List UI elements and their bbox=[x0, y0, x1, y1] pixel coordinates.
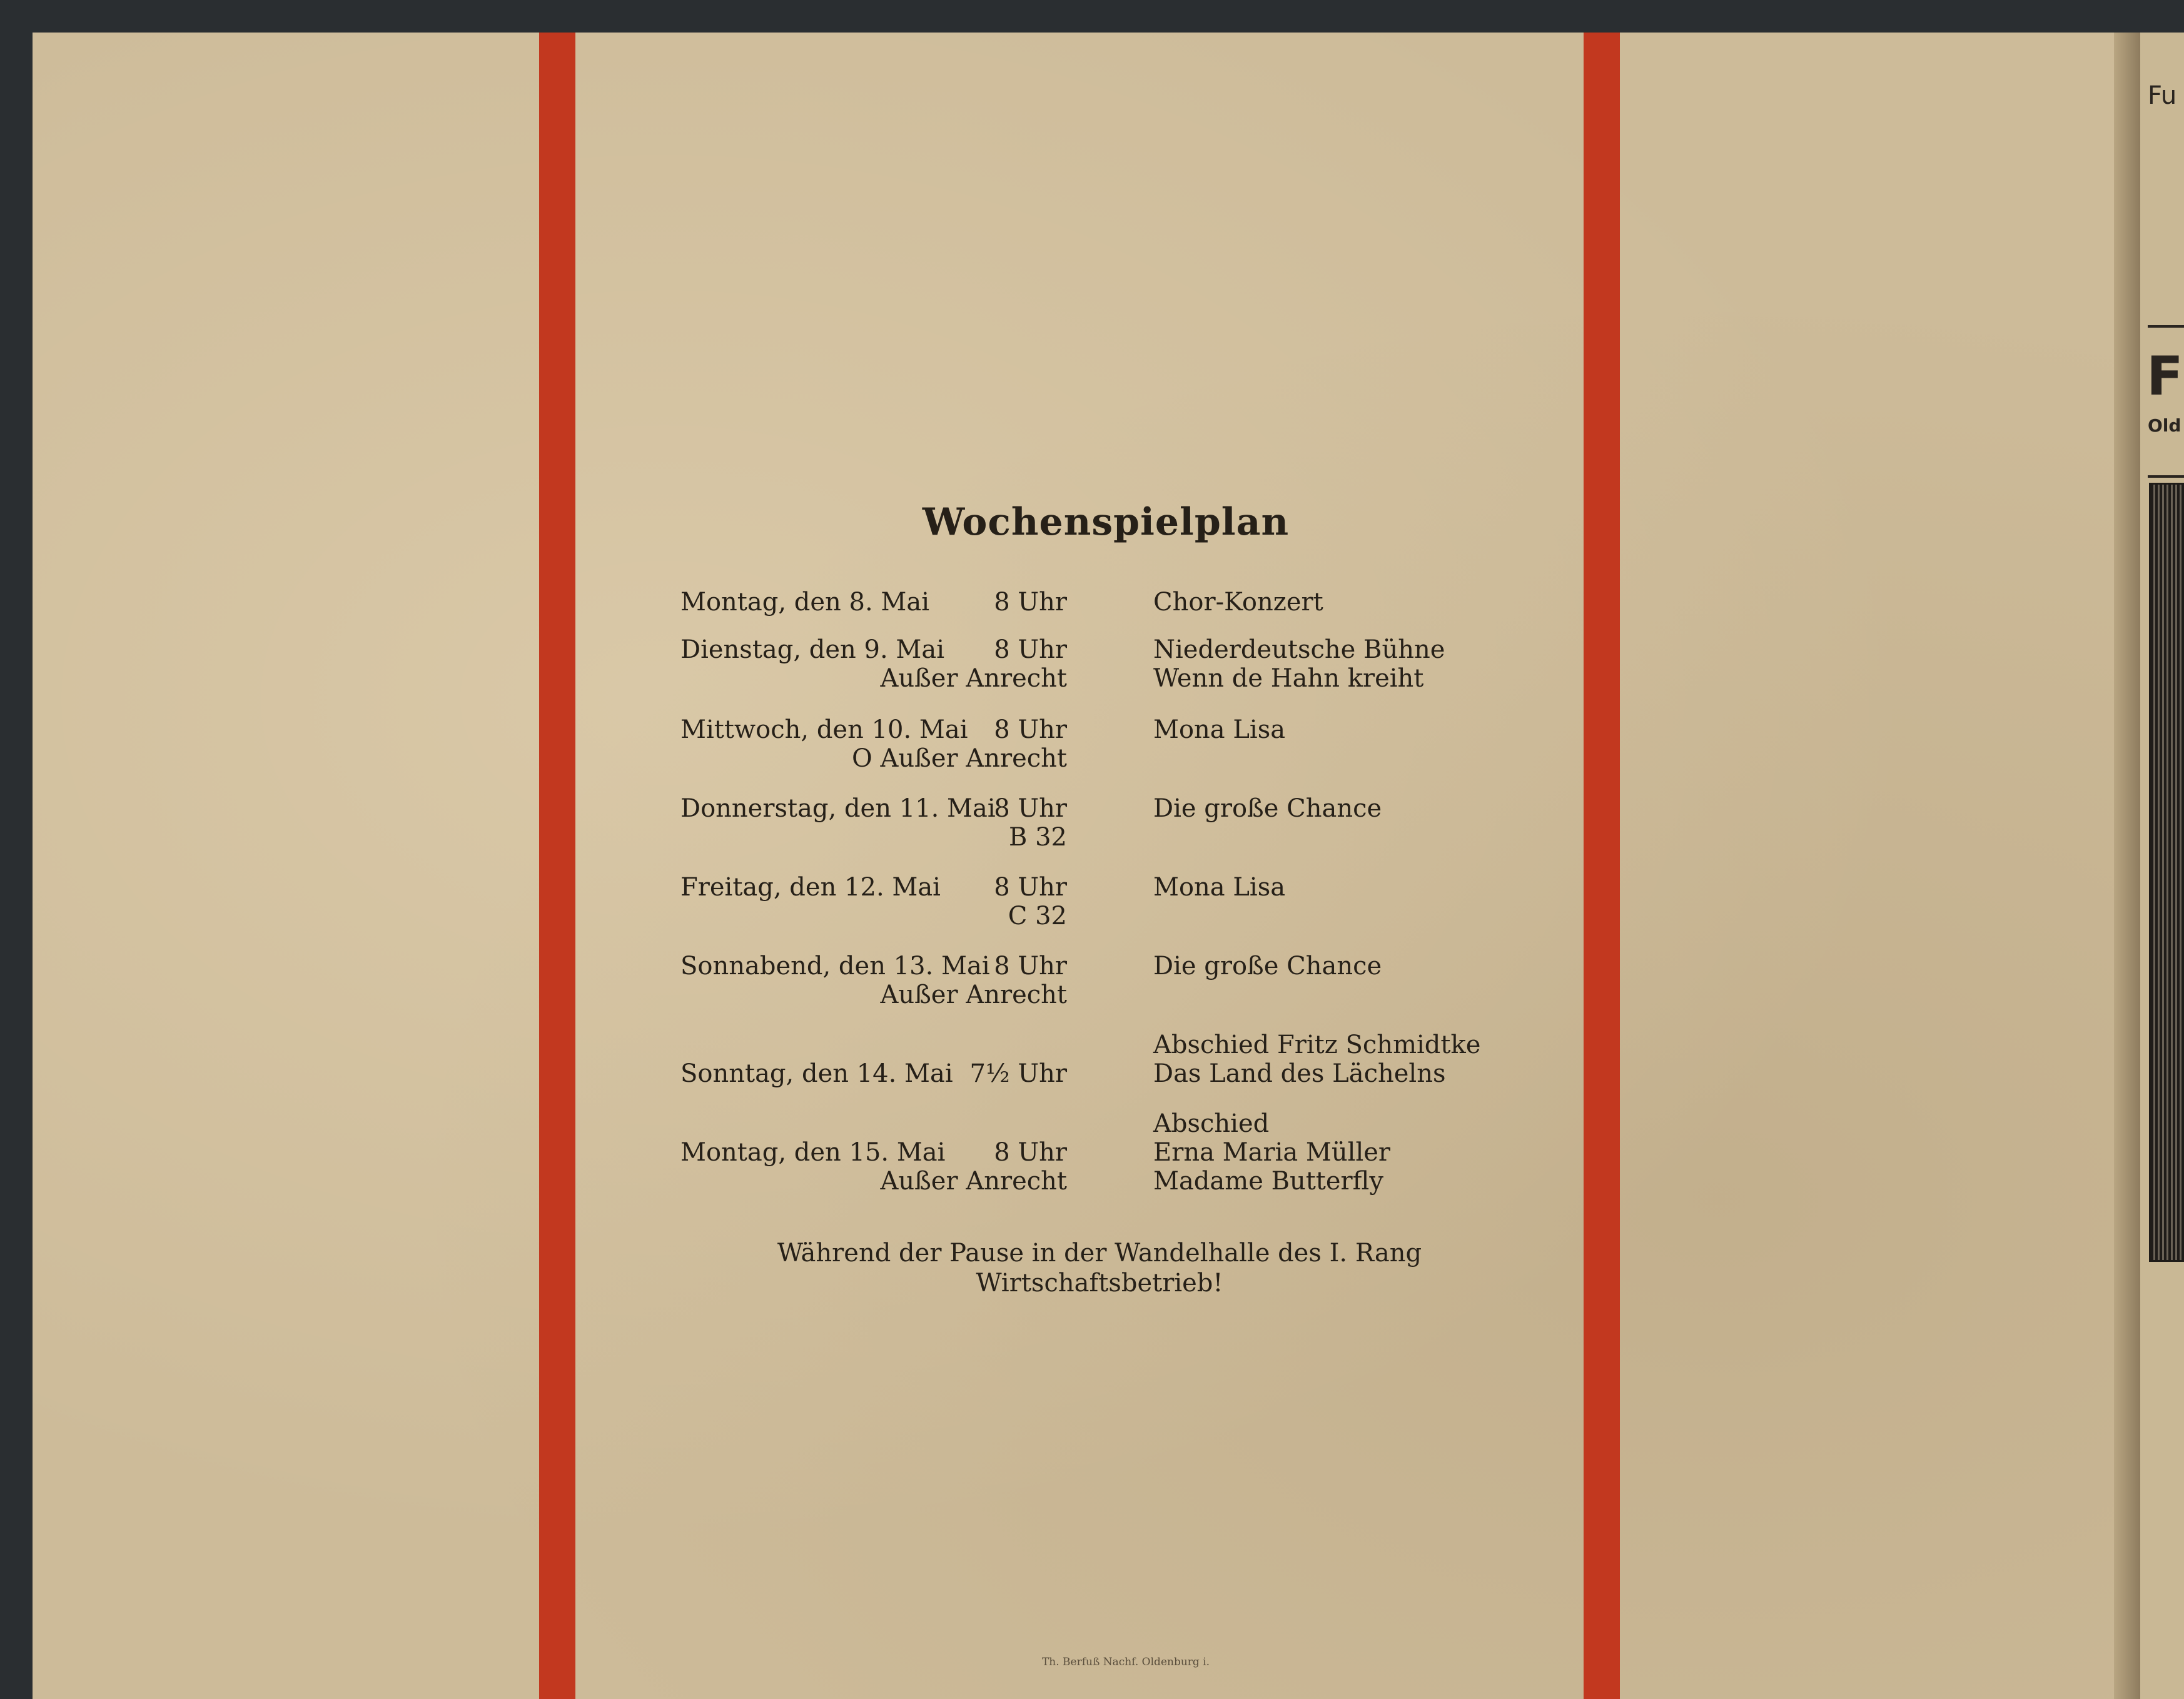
next-page-fragment-top: Fu bbox=[2148, 81, 2177, 110]
row-day: Montag, den 8. Mai bbox=[680, 588, 929, 617]
row-show: Mona Lisa bbox=[1153, 873, 1286, 902]
row-time: 8 Uhr C 32 bbox=[994, 873, 1067, 930]
next-page-rule-2 bbox=[2148, 475, 2184, 478]
printer-imprint: Th. Berfuß Nachf. Oldenburg i. bbox=[1041, 1656, 1210, 1668]
row-day: Dienstag, den 9. Mai bbox=[680, 635, 945, 664]
next-page-pattern-block bbox=[2149, 483, 2184, 1262]
row-show-pre: Abschied bbox=[1153, 1109, 1270, 1138]
next-page-rule-1 bbox=[2148, 325, 2184, 328]
row-day: Mittwoch, den 10. Mai bbox=[680, 715, 968, 744]
next-page-fragment-small: Old bbox=[2148, 415, 2181, 436]
row-show-pre: Abschied Fritz Schmidtke bbox=[1153, 1031, 1481, 1059]
row-show: Mona Lisa bbox=[1153, 715, 1286, 744]
row-time: 8 Uhr Außer Anrecht bbox=[880, 952, 1067, 1009]
row-time: 7½ Uhr bbox=[969, 1059, 1067, 1088]
row-time: 8 Uhr Außer Anrecht bbox=[880, 1138, 1067, 1196]
row-time: 8 Uhr Außer Anrecht bbox=[880, 635, 1067, 693]
row-show: Die große Chance bbox=[1153, 952, 1382, 981]
row-show: Chor-Konzert bbox=[1153, 588, 1323, 617]
row-day: Montag, den 15. Mai bbox=[680, 1138, 946, 1167]
row-show: Das Land des Lächelns bbox=[1153, 1059, 1446, 1088]
row-day: Freitag, den 12. Mai bbox=[680, 873, 941, 902]
row-day: Sonnabend, den 13. Mai bbox=[680, 952, 990, 981]
row-time: 8 Uhr O Außer Anrecht bbox=[851, 715, 1067, 773]
red-band-right bbox=[1584, 33, 1620, 1699]
row-show: Die große Chance bbox=[1153, 794, 1382, 823]
sheet-fold-edge bbox=[2114, 33, 2140, 1699]
red-band-left bbox=[539, 33, 575, 1699]
note-line-1: Während der Pause in der Wandelhalle des I. Rang bbox=[777, 1239, 1422, 1268]
note-line-2: Wirtschaftsbetrieb! bbox=[976, 1269, 1223, 1298]
row-show: Niederdeutsche Bühne Wenn de Hahn kreiht bbox=[1153, 635, 1445, 693]
row-time: 8 Uhr bbox=[994, 588, 1067, 617]
schedule-title: Wochenspielplan bbox=[922, 500, 1290, 544]
row-time: 8 Uhr B 32 bbox=[994, 794, 1067, 852]
intermission-note bbox=[680, 1238, 1519, 1298]
program-sheet bbox=[33, 33, 2139, 1699]
row-day: Sonntag, den 14. Mai bbox=[680, 1059, 953, 1088]
row-day: Donnerstag, den 11. Mai bbox=[680, 794, 996, 823]
next-page-fragment-big: F bbox=[2146, 345, 2183, 408]
row-show: Erna Maria Müller Madame Butterfly bbox=[1153, 1138, 1391, 1196]
next-page-strip bbox=[2140, 33, 2184, 1699]
